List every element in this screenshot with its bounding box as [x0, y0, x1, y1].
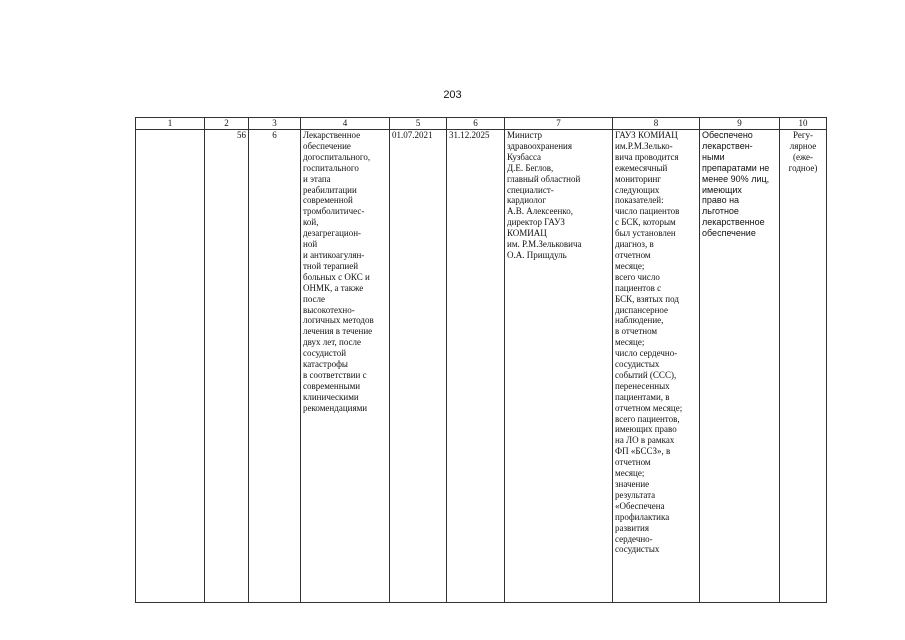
- cell-result: Обеспечено лекарствен- ными препаратами не менее 90% лиц, имеющих право на льготное лекарственное обеспечение: [700, 130, 780, 603]
- cell-responsible: Министр здравоохранения Кузбасса Д.Е. Беглов, главный областной специалист- кардиолог А.В. Алексеенко, директор ГАУЗ КОМИАЦ им. Р.М.Зельковича О.А. Пришдуль: [505, 130, 613, 603]
- header-cell-9: 9: [700, 118, 780, 130]
- header-cell-7: 7: [505, 118, 613, 130]
- cell-frequency: Регу- лярное (еже- годное): [780, 130, 827, 603]
- cell-item-number: 56: [205, 130, 249, 603]
- header-cell-8: 8: [613, 118, 700, 130]
- cell-end-date: 31.12.2025: [447, 130, 505, 603]
- cell-event-description: Лекарственное обеспечение догоспитального, госпитального и этапа реабилитации современной тромболитичес- кой, дезагрегацион- ной и антикоагулян- тной терапией больных с ОКС и ОНМК, а также после высокотехно- логичных методов лечения в течение двух лет, после сосудистой катастрофы в соответствии с современными клиническими рекомендациями: [301, 130, 390, 603]
- header-cell-6: 6: [447, 118, 505, 130]
- cell-start-date: 01.07.2021: [390, 130, 447, 603]
- cell-monitoring: ГАУЗ КОМИАЦ им.Р.М.Зелько- вича проводится ежемесячный мониторинг следующих показателей: число пациентов с БСК, которым был установлен диагноз, в отчетном месяце; всего число пациентов с БСК, взятых под диспансерное наблюдение, в отчетном месяце; число сердечно- сосудистых событий (ССС), перенесенных пациентами, в отчетном месяце; всего пациентов, имеющих право на ЛО в рамках ФП «БССЗ», в отчетном месяце; значение результата «Обеспечена профилактика развития сердечно- сосудистых: [613, 130, 700, 603]
- cell-subitem-number: 6: [249, 130, 301, 603]
- header-cell-3: 3: [249, 118, 301, 130]
- header-cell-2: 2: [205, 118, 249, 130]
- table-header-row: [136, 118, 827, 130]
- page-number: 203: [443, 89, 462, 101]
- header-cell-1: 1: [136, 118, 205, 130]
- document-table: [135, 117, 827, 603]
- cell-col1: [136, 130, 205, 603]
- header-cell-5: 5: [390, 118, 447, 130]
- header-cell-4: 4: [301, 118, 390, 130]
- table-row: [136, 130, 827, 603]
- header-cell-10: 10: [780, 118, 827, 130]
